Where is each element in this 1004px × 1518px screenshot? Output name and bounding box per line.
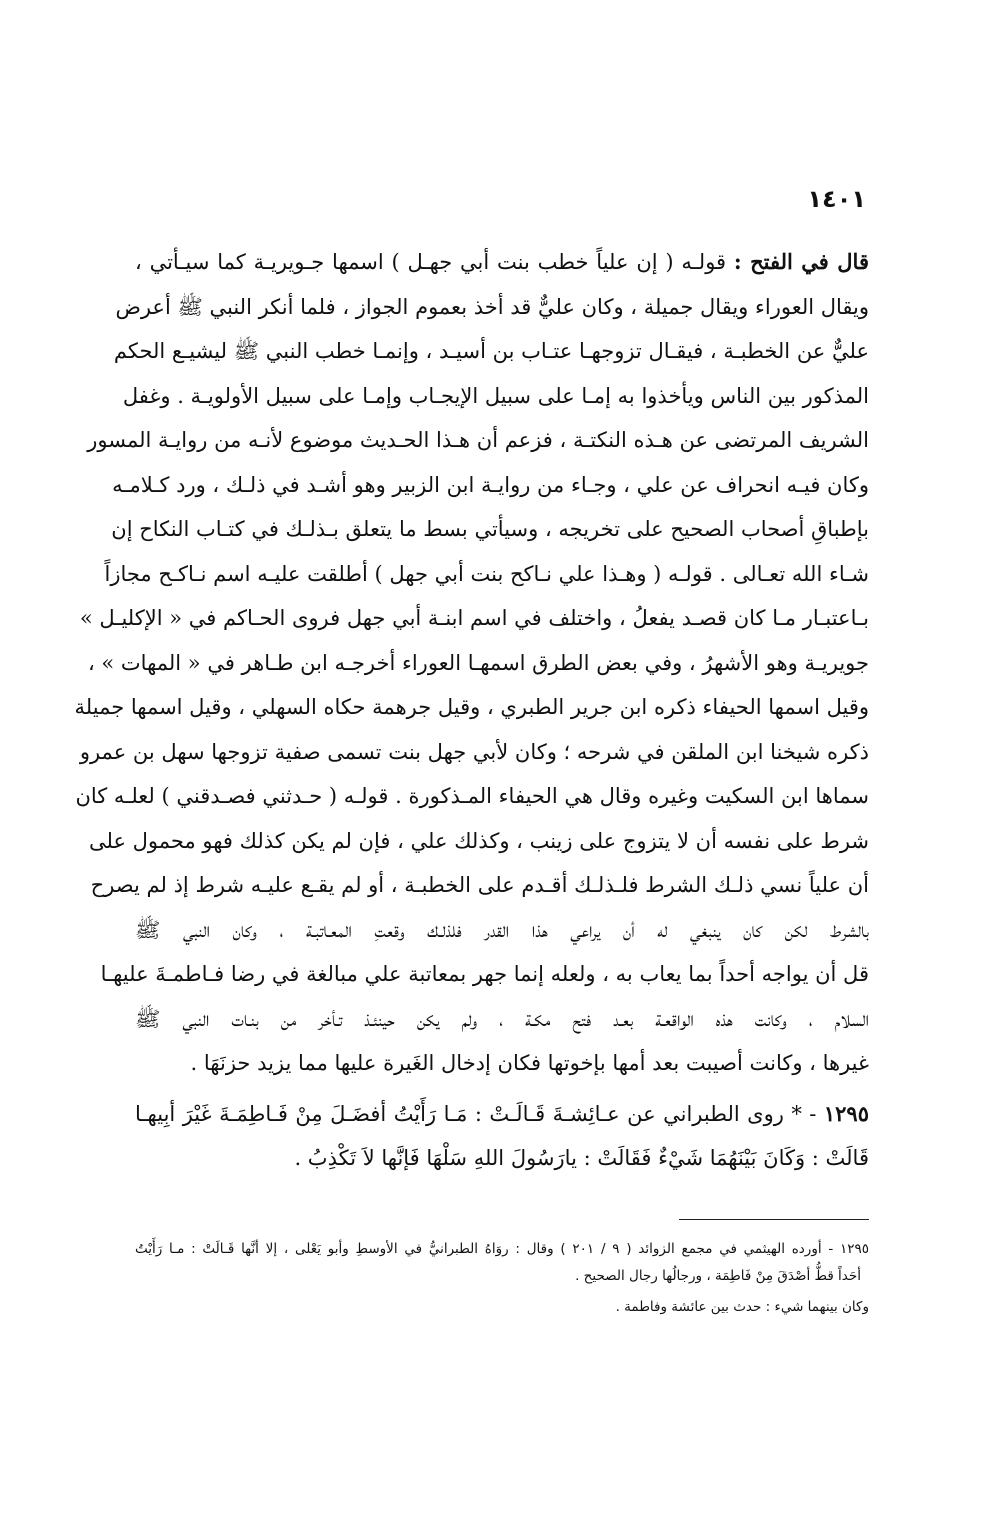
commentary-line: عليٌّ عن الخطبـة ، فيقـال تزوجهـا عتـاب بن أسيـد ، وإنمـا خطب النبي ﷺ ليشيـع الحكم: [113, 339, 869, 363]
commentary-line: جويريـة وهو الأشهرُ ، وفي بعض الطرق اسمهـا العوراء أخرجـه ابن طـاهر في « المهات » ،: [87, 650, 869, 675]
commentary-line: بإطباقِ أصحاب الصحيح على تخريجه ، وسيأتي بسط ما يتعلق بـذلـك في كتـاب النكاح إن: [111, 517, 869, 541]
commentary-line: المذكور بين الناس ويأخذوا به إمـا على سبيل الإيجـاب وإمـا على سبيل الأولويـة . وغفل: [122, 383, 869, 408]
footnote-divider: [679, 1219, 869, 1220]
commentary-line: السلام ، وكانت هذه الواقعـة بعـد فتح مكـة ، ولم يكن حينئـذ تـأخر من بنـات النبي ﷺ: [135, 1006, 869, 1031]
commentary-line: سماها ابن السكيت وغيره وقال هي الحيفاء المـذكورة . قولـه ( حـدثني فصـدقني ) لعلـه كان: [75, 784, 869, 808]
footnote-line: ١٢٩٥ - أورده الهيثمي في مجمع الزوائد ( ٩ / ٢٠١ ) وقال : روَاهُ الطبرانيُّ في الأوسطِ وأبو يَعْلى ، إلا أنَّها قَـالَتْ : مـا رَأَيْتُ: [135, 1241, 869, 1257]
hadith-number: ١٢٩٥: [823, 1101, 869, 1126]
hadith-line-text: - * روى الطبراني عن عـائِشـةَ قَـالَـتْ : مَـا رَأَيْتُ أفضَـلَ مِنْ فَـاطِمَـةَ غَيْرَ أبِيهـا: [135, 1102, 817, 1126]
commentary-line: وقيل اسمها الحيفاء ذكره ابن جرير الطبري ، وقيل جرهمة حكاه السهلي ، وقيل اسمها جميلة: [74, 695, 869, 719]
commentary-line: غيرها ، وكانت أصيبت بعد أمها بإخوتها فكان إدخال الغَيرة عليها مما يزيد حزنَهَا .: [190, 1051, 869, 1075]
commentary-line-text: قولـه ( إن علياً خطب بنت أبي جهـل ) اسمها جـويريـة كما سيـأتي ،: [135, 250, 727, 274]
footnotes-block: [135, 1236, 869, 1321]
page-number: ١٤٠١: [807, 185, 866, 213]
commentary-line: بالشرط لكن كان ينبغي له أن يراعي هذا القدر فلذلـك وقعتِ المعـاتبـة ، وكان النبي ﷺ: [135, 917, 869, 942]
commentary-line: بـاعتبـار مـا كان قصـد يفعلُ ، واختلف في اسم ابنـة أبي جهل فروى الحـاكم في « الإكليـل »: [79, 606, 869, 630]
commentary-line: شـاء الله تعـالى . قولـه ( وهـذا علي نـاكح بنت أبي جهل ) أطلقت عليـه اسم نـاكـح مجازاً: [104, 561, 869, 586]
hadith-line: [135, 1092, 869, 1136]
commentary-lead: قال في الفتح :: [733, 249, 869, 274]
commentary-line: ويقال العوراء ويقال جميلة ، وكان عليٌّ قد أخذ بعموم الجواز ، فلما أنكر النبي ﷺ أعرض: [115, 294, 869, 319]
hadith-block: [135, 1092, 869, 1180]
commentary-line: وكان فيـه انحراف عن علي ، وجـاء من روايـة ابن الزبير وهو أشـد في ذلـك ، ورد كـلامـه: [112, 472, 869, 497]
commentary-line: [135, 240, 869, 285]
commentary-line: شرط على نفسه أن لا يتزوج على زينب ، وكذلك علي ، فإن لم يكن كذلك فهو محمول على: [88, 828, 869, 853]
commentary-line: ذكره شيخنا ابن الملقن في شرحه ؛ وكان لأبي جهل بنت تسمى صفية تزوجها سهل بن عمرو: [79, 739, 869, 764]
commentary-line: الشريف المرتضى عن هـذه النكتـة ، فزعم أن هـذا الحـديث موضوع لأنـه من روايـة المسور: [87, 428, 869, 452]
hadith-line: قَالَتْ : وَكَانَ بَيْنَهُمَا شَيْءٌ فَقَالَتْ : يارَسُولَ اللهِ سَلْهَا فَإنَّها لاَ تَكْذِبُ .: [294, 1146, 869, 1170]
footnote-line: أحَداً قطُّ أصْدَقَ مِنْ فَاطِمَة ، ورجالُها رجال الصحيح .: [575, 1268, 861, 1284]
footnote-line: وكان بينهما شيء : حدث بين عائشة وفاطمة .: [615, 1299, 869, 1315]
commentary-line: أن علياً نسي ذلـك الشرط فلـذلـك أقـدم على الخطبـة ، أو لم يقـع عليـه شرط إذ لم يصرح: [90, 873, 869, 897]
commentary-line: قل أن يواجه أحداً بما يعاب به ، ولعله إنما جهر بمعاتبة علي مبالغة في رضا فـاطمـةَ عليهـا: [100, 962, 869, 986]
commentary-block: [74, 240, 869, 1086]
